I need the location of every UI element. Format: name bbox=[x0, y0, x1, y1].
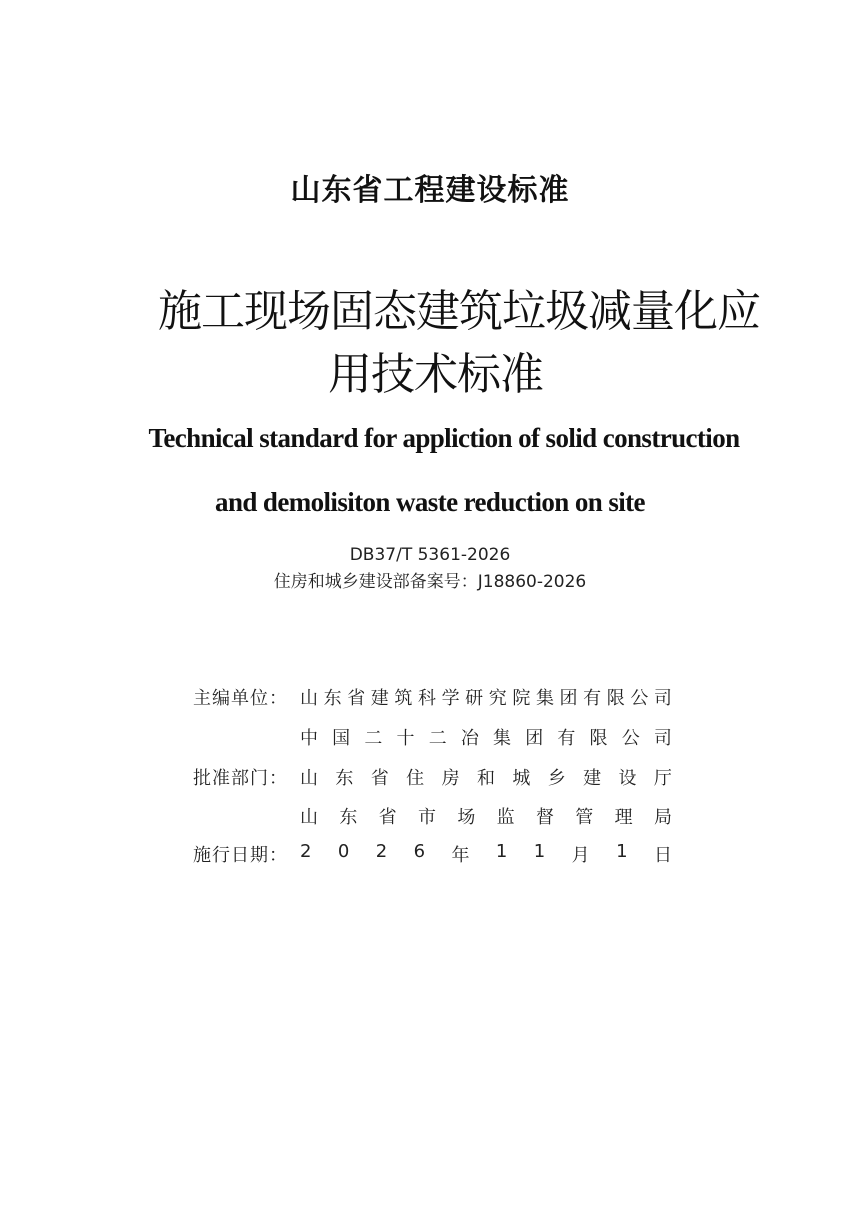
approval-row-1 bbox=[193, 764, 673, 790]
english-title-line-2: and demolisiton waste reduction on site bbox=[215, 487, 645, 517]
effective-date-value: 2 0 2 6 年 1 1 月 1 日 bbox=[300, 841, 673, 866]
approval-row-2 bbox=[193, 803, 673, 829]
approval-label: 批准部门： bbox=[193, 768, 288, 789]
series-title: 山东省工程建设标准 bbox=[290, 173, 570, 208]
date-row bbox=[193, 841, 673, 867]
approval-dept-1: 山 东 省 住 房 和 城 乡 建 设 厅 bbox=[300, 768, 673, 789]
english-title-line-1: Technical standard for appliction of solid construction bbox=[148, 423, 740, 453]
effective-date-label: 施行日期： bbox=[193, 845, 288, 866]
main-title-line-2: 用技术标准 bbox=[328, 349, 543, 400]
main-title-line-1: 施工现场固态建筑垃圾减量化应 bbox=[158, 286, 760, 337]
editor-row-2 bbox=[193, 724, 673, 750]
editor-unit-1: 山 东 省 建 筑 科 学 研 究 院 集 团 有 限 公 司 bbox=[300, 688, 673, 709]
standard-code: DB37/T 5361-2026 bbox=[349, 545, 511, 565]
filing-number: 住房和城乡建设部备案号：J18860-2026 bbox=[273, 572, 587, 592]
approval-dept-2: 山 东 省 市 场 监 督 管 理 局 bbox=[300, 807, 673, 828]
editor-label: 主编单位： bbox=[193, 688, 288, 709]
editor-unit-2: 中 国 二 十 二 冶 集 团 有 限 公 司 bbox=[300, 728, 673, 749]
editor-row-1 bbox=[193, 684, 673, 710]
